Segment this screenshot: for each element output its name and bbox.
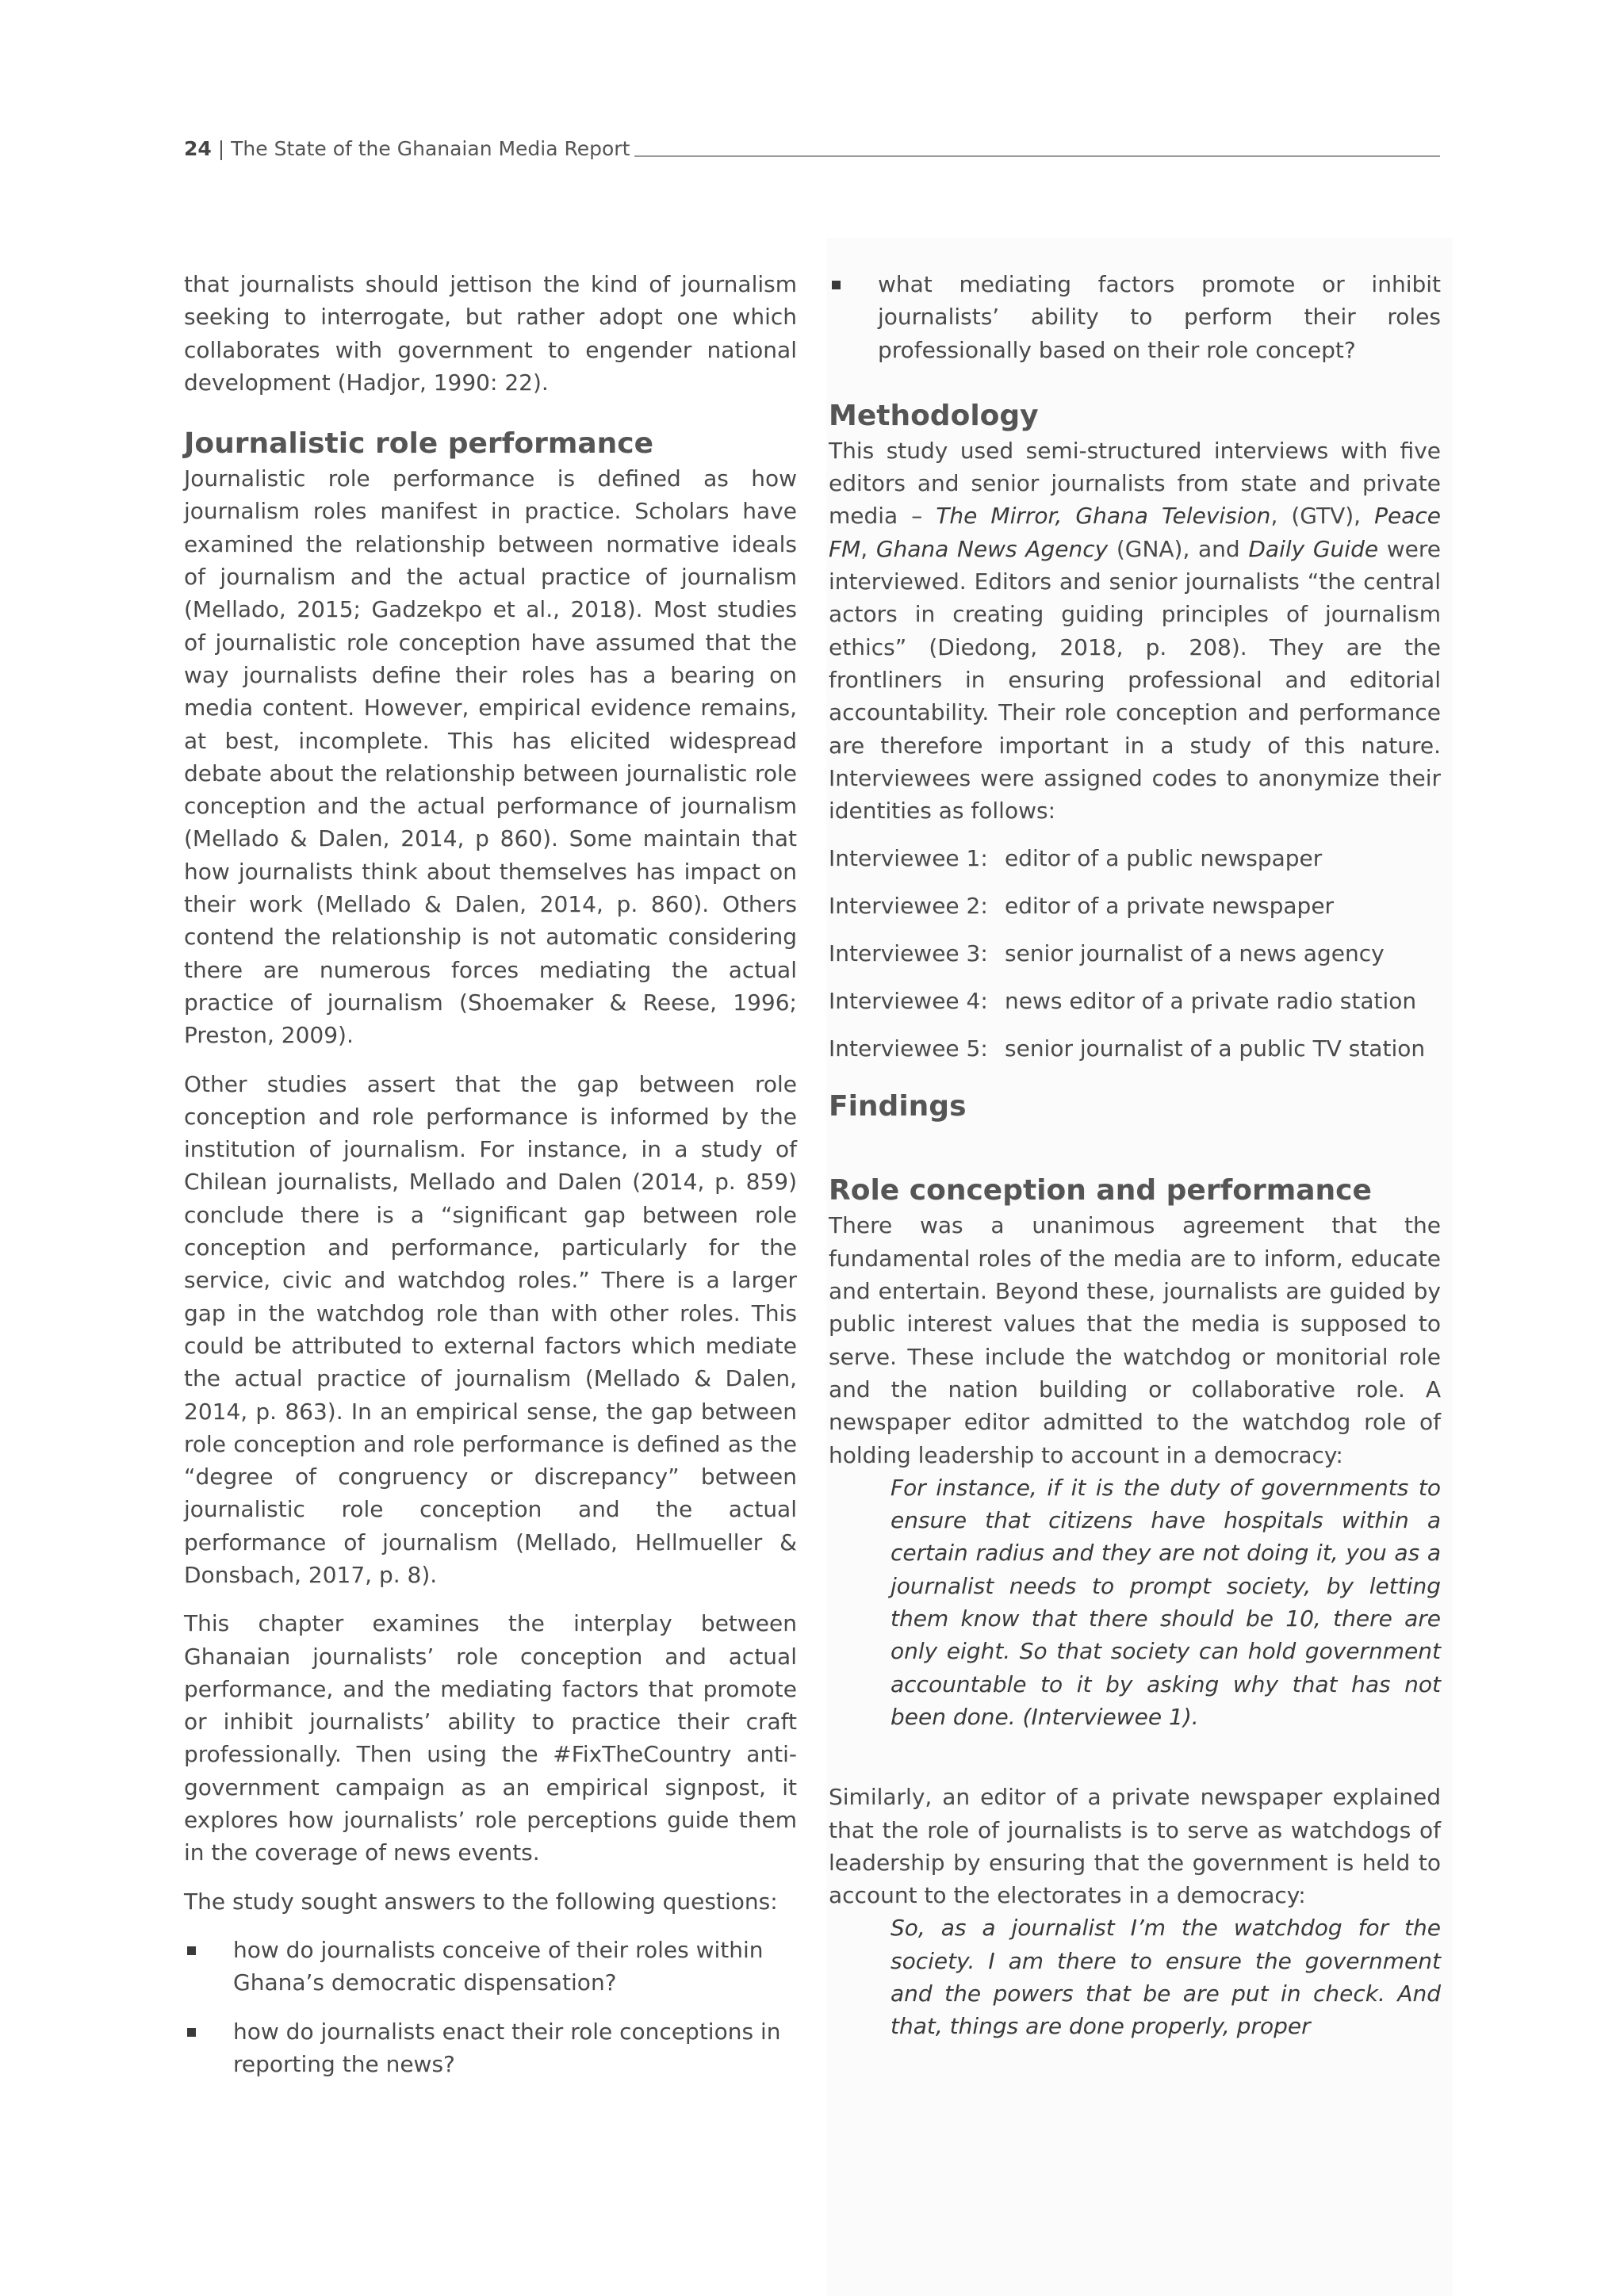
report-title: The State of the Ghanaian Media Report bbox=[231, 137, 630, 160]
method-text: (GNA), and bbox=[1108, 535, 1249, 562]
method-text: were interviewed. Editors and senior journalists “the central actors in creating guiding principles of journalism ethics” (Diedong, 2018, p. 208). They are the frontliners in ensuring professional and editorial accountability. Their role conception and performance are therefore important in a study of this nature. Interviewees were assigned codes to anonymize their identities as follows: bbox=[829, 535, 1441, 825]
interviewee-code: Interviewee 2: bbox=[829, 893, 988, 920]
para-similarly: Similarly, an editor of a private newspaper explained that the role of journalists is to serve as watchdogs of leadership by ensuring that the government is held to account to the electorates in a democracy: bbox=[829, 1784, 1441, 1909]
heading-role-conception: Role conception and performance bbox=[829, 1174, 1372, 1207]
heading-role-performance: Journalistic role performance bbox=[184, 427, 654, 461]
method-text: , bbox=[860, 535, 876, 562]
para-chapter: This chapter examines the interplay between Ghanaian journalists’ role conception and actual performance, and the mediating factors that promote or inhibit journalists’ ability to practice their craft professionally. Then using the #FixTheCountry anti-government campaign as an empirical signpost, it explores how journalists’ role perceptions guide them in the coverage of news events. bbox=[184, 1610, 797, 1866]
bullet-icon bbox=[187, 2028, 196, 2037]
interviewee-row bbox=[829, 938, 1441, 970]
interviewee-code: Interviewee 3: bbox=[829, 940, 988, 967]
interviewee-code: Interviewee 5: bbox=[829, 1035, 988, 1062]
right-column bbox=[829, 268, 1441, 2043]
header-text bbox=[184, 135, 634, 163]
interviewee-role: senior journalist of a public TV station bbox=[1005, 1035, 1426, 1062]
outlet-name: Peace FM bbox=[829, 503, 1442, 562]
bullet-icon bbox=[832, 281, 841, 289]
heading-findings: Findings bbox=[829, 1090, 967, 1123]
outlet-name: Daily Guide bbox=[1248, 535, 1379, 562]
question-1: how do journalists conceive of their roles within Ghana’s democratic dispensation? bbox=[233, 1936, 764, 1996]
list-item bbox=[184, 2015, 797, 2081]
header-separator: | bbox=[217, 137, 225, 160]
research-questions-list bbox=[184, 1934, 797, 2080]
page-number: 24 bbox=[184, 137, 212, 160]
intro-paragraph: that journalists should jettison the kind of journalism seeking to interrogate, but rather adopt one which collaborates with government to engender national development (Hadjor, 1990: 22). bbox=[184, 271, 797, 396]
outlet-name: The Mirror, Ghana Television bbox=[936, 503, 1271, 530]
list-item bbox=[829, 268, 1441, 366]
heading-methodology: Methodology bbox=[829, 399, 1039, 432]
interviewee-list bbox=[829, 843, 1441, 1065]
interviewee-row bbox=[829, 1033, 1441, 1065]
method-text: This study used semi-structured interviews with five editors and senior journalists from state and private media – bbox=[829, 437, 1441, 530]
quote-interviewee-2: So, as a journalist I’m the watchdog for the society. I am there to ensure the government and the powers that be are put in check. And that, things are done properly, proper bbox=[891, 1915, 1441, 2040]
para-other-studies: Other studies assert that the gap between role conception and role performance is informed by the institution of journalism. For instance, in a study of Chilean journalists, Mellado and Dalen (2014, p. 859) conclude there is a “significant gap between role conception and performance, particularly for the service, civic and watchdog roles.” There is a larger gap in the watchdog role than with other roles. This could be attributed to external factors which mediate the actual practice of journalism (Mellado & Dalen, 2014, p. 863). In an empirical sense, the gap between role conception and role performance is defined as the “degree of congruency or discrepancy” between journalistic role conception and the actual performance of journalism (Mellado, Hellmueller & Donsbach, 2017, p. 8). bbox=[184, 1070, 797, 1588]
page-header bbox=[184, 135, 1440, 166]
bullet-icon bbox=[187, 1946, 196, 1955]
para-role-performance: Journalistic role performance is defined as how journalism roles manifest in practice. Scholars have examined the relationship between normative ideals of journalism and the actual practice of journalism (Mellado, 2015; Gadzekpo et al., 2018). Most studies of journalistic role conception have assumed that the way journalists define their roles has a bearing on media content. However, empirical evidence remains, at best, incomplete. This has elicited widespread debate about the relationship between journalistic role conception and the actual performance of journalism (Mellado & Dalen, 2014, p 860). Some maintain that how journalists think about themselves has impact on their work (Mellado & Dalen, 2014, p. 860). Others contend the relationship is not automatic considering there are numerous forces mediating the actual practice of journalism (Shoemaker & Reese, 1996; Preston, 2009). bbox=[184, 465, 797, 1049]
outlet-name: Ghana News Agency bbox=[875, 535, 1109, 562]
quote-interviewee-1: For instance, if it is the duty of governments to ensure that citizens have hospitals within a certain radius and they are not doing it, you as a journalist needs to prompt society, by letting them know that there should be 10, there are only eight. So that society can hold government accountable to it by asking why that has not been done. (Interviewee 1). bbox=[891, 1474, 1441, 1730]
list-item bbox=[184, 1934, 797, 1999]
left-column bbox=[184, 268, 797, 2096]
para-questions-intro: The study sought answers to the following questions: bbox=[184, 1888, 778, 1915]
interviewee-role: news editor of a private radio station bbox=[1005, 988, 1417, 1015]
method-text: , (GTV), bbox=[1270, 503, 1375, 530]
question-3: what mediating factors promote or inhibit journalists’ ability to perform their roles professionally based on their role concept? bbox=[878, 271, 1441, 363]
interviewee-role: editor of a public newspaper bbox=[1005, 845, 1323, 872]
research-questions-list-continued bbox=[829, 268, 1441, 366]
para-methodology bbox=[829, 434, 1441, 828]
interviewee-code: Interviewee 1: bbox=[829, 845, 988, 872]
interviewee-row bbox=[829, 890, 1441, 922]
interviewee-code: Interviewee 4: bbox=[829, 988, 988, 1015]
interviewee-row bbox=[829, 843, 1441, 874]
interviewee-role: senior journalist of a news agency bbox=[1005, 940, 1385, 967]
question-2: how do journalists enact their role conceptions in reporting the news? bbox=[233, 2018, 781, 2077]
interviewee-role: editor of a private newspaper bbox=[1005, 893, 1335, 920]
para-unanimous: There was a unanimous agreement that the fundamental roles of the media are to inform, educate and entertain. Beyond these, journalists are guided by public interest values that the media is supposed to serve. These include the watchdog or monitorial role and the nation building or collaborative role. A newspaper editor admitted to the watchdog role of holding leadership to account in a democracy: bbox=[829, 1212, 1441, 1468]
interviewee-row bbox=[829, 985, 1441, 1017]
